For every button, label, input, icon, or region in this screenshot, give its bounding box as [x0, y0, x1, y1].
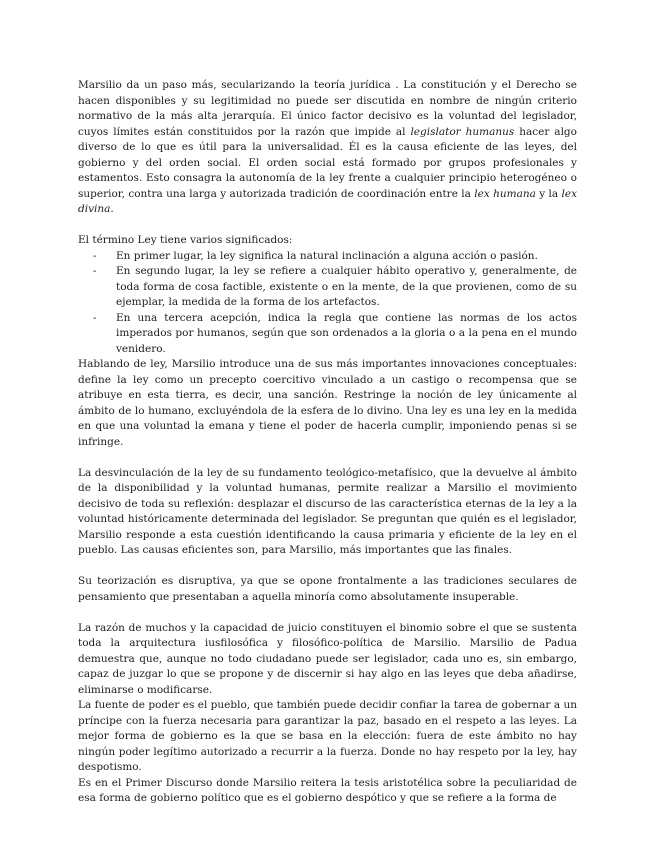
paragraph-fuente-de-poder: La fuente de poder es el pueblo, que también puede decidir confiar la tarea de gobernar a un príncipe con la fuerza necesaria para garantizar la paz, basado en el respeto a las leyes. La mejor forma de gobierno es la que se basa en la elección: fuera de este ámbito no hay ningún poder legítimo autorizado a recurrir a la fuerza. Donde no hay respeto por la ley, hay despotismo. — [78, 699, 577, 773]
paragraph-gap — [78, 559, 577, 575]
dash-bullet: - — [93, 265, 97, 277]
list-item: - En una tercera acepción, indica la regla que contiene las normas de los actos imperados por humanos, según que son ordenados a la gloria o a la pena en el mundo venidero. — [93, 311, 577, 355]
paragraph-desvinculacion: La desvinculación de la ley de su fundamento teológico-metafísico, que la devuelve al ámbito de la disponibilidad y la voluntad humanas, permite realizar a Marsilio el movimiento decisivo de toda su reflexión: desplazar el discurso de las característica eternas de la ley a la voluntad históricamente determinada del legislador. Se preguntan que quién es el legislador, Marsilio responde a esta cuestión identificando la causa primaria y eficiente de la ley en el pueblo. Las causas eficientes son, para Marsilio, más importantes que las finales. — [78, 466, 577, 556]
paragraph-gap — [78, 218, 577, 234]
dash-bullet: - — [93, 249, 97, 262]
paragraph-ley-intro: El término Ley tiene varios significados: — [78, 234, 293, 246]
paragraph-secularizacion: Marsilio da un paso más, secularizando la teoría jurídica . La constitución y el Derecho se hacen disponibles y su legitimidad no puede ser discutida en nombre de ningún criterio normativo de la más alta jerarquía. El único factor decisivo es la voluntad del legislador, cuyos límites están constituidos por la razón que impide al legislator humanus hacer algo diverso de lo que es útil para la universalidad. Él es la causa eficiente de las leyes, del gobierno y del orden social. El orden social está formado por grupos profesionales y estamentos. Esto consagra la autonomía de la ley frente a cualquier principio heterogéneo o superior, contra una larga y autorizada tradición de coordinación entre la lex humana y la lex divina. — [78, 79, 577, 215]
dash-bullet: - — [93, 311, 97, 324]
paragraph-gap — [78, 605, 577, 621]
paragraph-ley-coercitiva: Hablando de ley, Marsilio introduce una de sus más importantes innovaciones conceptuales: define la ley como un precepto coercitivo vinculado a un castigo o recompensa que se atribuye en esta tierra, es decir, una sanción. Restringe la noción de ley únicamente al ámbito de lo humano, excluyéndola de la esfera de lo divino. Una ley es una ley en la medida en que una voluntad la emana y tiene el poder de hacerla cumplir, imponiendo penas si se infringe. — [78, 358, 577, 448]
paragraph-razon-de-muchos: La razón de muchos y la capacidad de juicio constituyen el binomio sobre el que se sustenta toda la arquitectura iusfilosófica y filosófico-política de Marsilio. Marsilio de Padua demuestra que, aunque no todo ciudadano puede ser legislador, cada uno es, sin embargo, capaz de juzgar lo que se propone y de discernir si hay algo en las leyes que deba añadirse, eliminarse o modificarse. — [78, 621, 577, 696]
paragraph-teorizacion: Su teorización es disruptiva, ya que se opone frontalmente a las tradiciones seculares de pensamiento que presentaban a aquella minoría como absolutamente insuperable. — [78, 575, 577, 603]
emphasis-legislator-humanus: legislator humanus — [410, 125, 515, 138]
list-item: - En primer lugar, la ley significa la natural inclinación a alguna acción o pasión. — [78, 249, 577, 265]
emphasis-lex-divina: lex divina — [78, 187, 577, 215]
paragraph-gap — [78, 450, 577, 466]
paragraph-primer-discurso: Es en el Primer Discurso donde Marsilio reitera la tesis aristotélica sobre la peculiaridad de esa forma de gobierno político que es el gobierno despótico y que se refiere a la forma de — [78, 776, 577, 804]
emphasis-lex-humana: lex humana — [474, 187, 536, 200]
list-item: - En segundo lugar, la ley se refiere a cualquier hábito operativo y, generalmente, de toda forma de cosa factible, existente o en la mente, de la que provienen, como de su ejemplar, la medida de la forma de los artefactos. — [93, 265, 577, 308]
meanings-list — [78, 249, 577, 358]
